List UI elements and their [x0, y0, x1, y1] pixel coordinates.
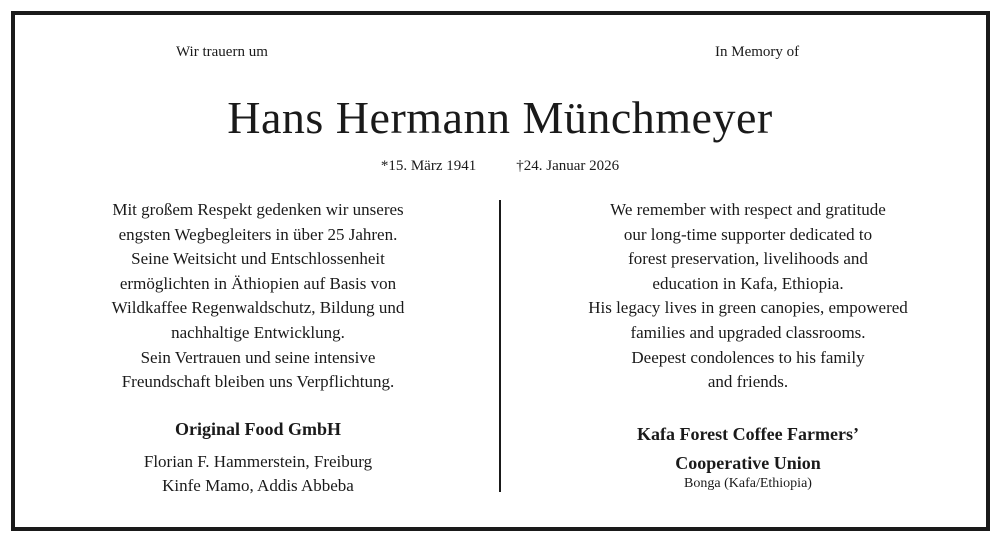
german-line: engsten Wegbegleiters in über 25 Jahren. — [118, 224, 398, 244]
english-line: forest preservation, livelihoods and — [628, 249, 868, 269]
signature-left-people — [38, 450, 478, 498]
english-tribute-text — [528, 198, 968, 395]
signature-right-org — [528, 420, 968, 478]
signature-left-org: Original Food GmbH — [174, 419, 342, 439]
signature-left-person: Kinfe Mamo, Addis Abbeba — [162, 476, 354, 495]
german-line: nachhaltige Entwicklung. — [171, 322, 345, 342]
german-tribute-text — [38, 198, 478, 395]
english-line: Deepest condolences to his family — [631, 347, 865, 367]
english-line: education in Kafa, Ethiopia. — [652, 273, 844, 293]
english-line: His legacy lives in green canopies, empowered — [588, 298, 908, 318]
german-line: Seine Weitsicht und Entschlossenheit — [131, 249, 385, 269]
german-line: Freundschaft bleiben uns Verpflichtung. — [121, 372, 395, 392]
german-line: Mit großem Respekt gedenken wir unseres — [112, 200, 404, 219]
column-divider — [499, 200, 501, 492]
life-dates — [0, 158, 1000, 175]
signature-right-location: Bonga (Kafa/Ethiopia) — [684, 476, 812, 491]
german-line: ermöglichten in Äthiopien auf Basis von — [119, 273, 397, 293]
signature-right-org-line: Cooperative Union — [675, 453, 821, 473]
signature-right-org-line: Kafa Forest Coffee Farmers’ — [636, 424, 860, 444]
header-english: In Memory of — [715, 44, 800, 60]
birth-date: *15. März 1941 — [380, 158, 477, 174]
death-date: †24. Januar 2026 — [516, 158, 620, 174]
header-german: Wir trauern um — [176, 44, 268, 60]
english-line: our long-time supporter dedicated to — [623, 224, 873, 244]
german-line: Wildkaffee Regenwaldschutz, Bildung und — [111, 298, 405, 318]
deceased-name: Hans Hermann Münchmeyer — [227, 92, 773, 143]
english-line: We remember with respect and gratitude — [610, 200, 886, 219]
english-line: families and upgraded classrooms. — [630, 322, 866, 342]
german-line: Sein Vertrauen und seine intensive — [140, 347, 376, 367]
signature-left-person: Florian F. Hammerstein, Freiburg — [143, 452, 373, 471]
english-line: and friends. — [707, 372, 789, 392]
